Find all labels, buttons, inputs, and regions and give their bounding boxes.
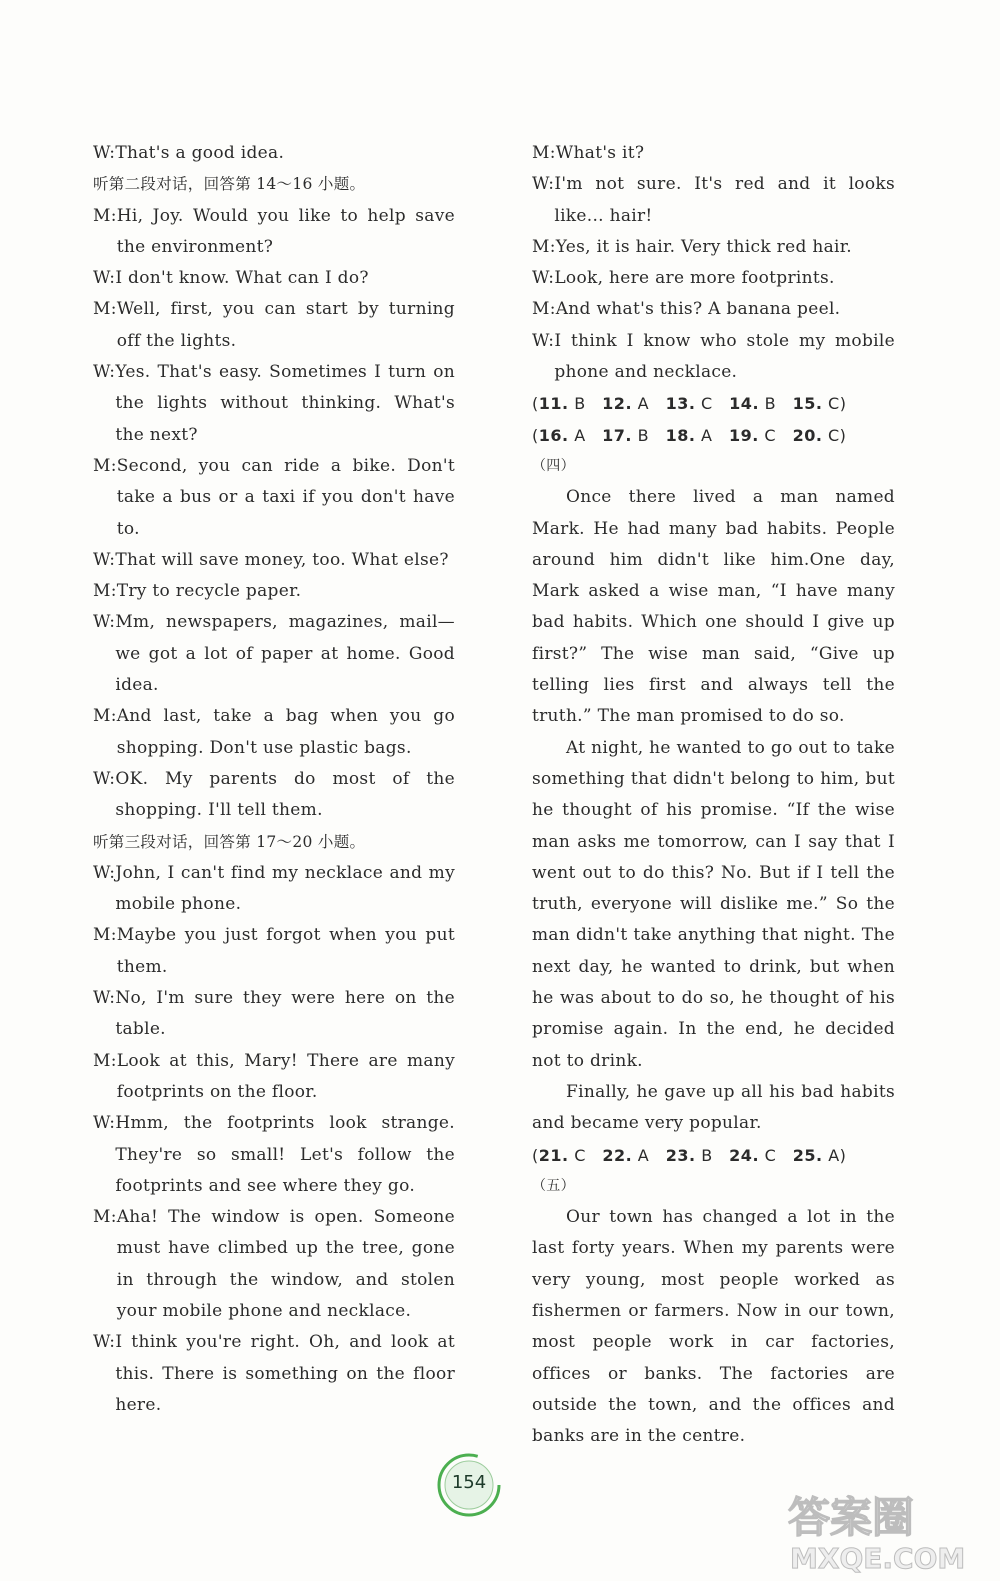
dialogue-line xyxy=(93,1108,455,1202)
speaker: M: xyxy=(93,455,117,476)
utterance: OK. My parents do most of the shopping. I'll tell them. xyxy=(115,768,455,821)
dialogue-line xyxy=(532,326,895,389)
question-number: 13. xyxy=(665,394,696,414)
watermark-text: 答案圈 xyxy=(788,1493,915,1542)
dialogue-line xyxy=(93,607,455,701)
speaker: W: xyxy=(93,143,116,163)
utterance: Well, first, you can start by turning off the lights. xyxy=(116,299,455,351)
speaker: W: xyxy=(93,988,116,1009)
question-number: 16. xyxy=(538,425,569,445)
answer-key: (21. C 22. A 23. B 24. C 25. A) xyxy=(532,1145,847,1165)
dialogue-line xyxy=(532,263,895,294)
answer-letter: B xyxy=(701,1145,713,1165)
section-label: （五） xyxy=(532,1177,575,1194)
speaker: M: xyxy=(93,1050,117,1071)
paragraph: At night, he wanted to go out to take something that didn't belong to him, but he thought of his promise. “If the wise man asks me tomorrow, can I say that I went out to do this? No. But if I tell the truth, everyone will dislike me.” So the man didn't take anything that night. The next day, he wanted to drink, but when he was about to do so, he thought of his promise again. In the end, he decided not to drink. xyxy=(532,737,895,1071)
answer-key: (11. B 12. A 13. C 14. B 15. C) xyxy=(532,394,847,414)
utterance: Mm, newspapers, magazines, mail—we got a lot of paper at home. Good idea. xyxy=(115,612,455,696)
dialogue-line xyxy=(532,138,895,169)
dialogue-2 xyxy=(93,201,455,827)
speaker: W: xyxy=(532,174,555,195)
utterance: Look, here are more footprints. xyxy=(554,268,835,289)
utterance: Aha! The window is open. Someone must have climbed up the tree, gone in through the window, and stolen your mobile phone and necklace. xyxy=(116,1207,455,1321)
answer-letter: B xyxy=(637,425,650,445)
answer-letter: A xyxy=(828,1145,840,1165)
utterance: Hi, Joy. Would you like to help save the environment? xyxy=(116,205,455,257)
utterance: And what's this? A banana peel. xyxy=(555,299,841,320)
dialogue-line xyxy=(93,858,455,921)
dialogue-line xyxy=(93,357,455,451)
dialogue-line xyxy=(532,294,895,325)
answer-letter: C xyxy=(701,394,713,414)
dialogue-line xyxy=(532,169,895,232)
question-number: 23. xyxy=(665,1145,696,1165)
answer-letter: A xyxy=(574,425,586,445)
answer-letter: B xyxy=(764,394,777,414)
speaker: W: xyxy=(93,1113,116,1134)
paragraph: Finally, he gave up all his bad habits and became very popular. xyxy=(532,1081,895,1134)
question-number: 17. xyxy=(602,425,632,445)
answer-letter: B xyxy=(574,394,586,414)
question-number: 14. xyxy=(729,394,760,414)
utterance: Look at this, Mary! There are many footprints on the floor. xyxy=(116,1050,455,1102)
left-column xyxy=(93,138,455,1421)
dialogue-line xyxy=(93,764,455,827)
dialogue-3 xyxy=(93,858,455,1421)
section-heading: 听第三段对话，回答第 17～20 小题。 xyxy=(93,832,366,851)
utterance: Yes, it is hair. Very thick red hair. xyxy=(555,236,853,257)
question-number: 21. xyxy=(538,1145,569,1165)
dialogue-line xyxy=(93,1202,455,1327)
dialogue-line xyxy=(93,983,455,1046)
dialogue-line xyxy=(93,201,455,264)
answer-letter: A xyxy=(701,425,713,445)
question-number: 25. xyxy=(792,1145,823,1165)
watermark-domain: MXQE.COM xyxy=(790,1542,966,1575)
dialogue-line xyxy=(93,263,455,294)
speaker: W: xyxy=(93,362,116,383)
speaker: M: xyxy=(93,205,117,226)
dialogue-line xyxy=(93,294,455,357)
utterance: I don't know. What can I do? xyxy=(115,268,369,289)
dialogue-line xyxy=(93,545,455,576)
answer-letter: A xyxy=(637,1145,650,1165)
dialogue-line xyxy=(93,701,455,764)
question-number: 18. xyxy=(665,425,696,445)
speaker: W: xyxy=(93,862,116,883)
speaker: M: xyxy=(93,581,117,602)
dialogue-3-continued xyxy=(532,138,895,388)
page-number: 154 xyxy=(451,1472,487,1493)
speaker: M: xyxy=(93,925,117,946)
section-label: （四） xyxy=(532,457,575,474)
speaker: W: xyxy=(93,768,116,789)
speaker: W: xyxy=(93,549,116,570)
speaker: W: xyxy=(93,268,116,289)
section-heading: 听第二段对话，回答第 14～16 小题。 xyxy=(93,175,366,194)
utterance: Second, you can ride a bike. Don't take a bus or a taxi if you don't have to. xyxy=(116,455,455,539)
utterance: Maybe you just forgot when you put them. xyxy=(116,925,455,977)
watermark-logo xyxy=(780,1480,990,1575)
utterance: That will save money, too. What else? xyxy=(115,549,449,570)
question-number: 11. xyxy=(538,394,569,414)
question-number: 24. xyxy=(729,1145,760,1165)
passage-5 xyxy=(532,1202,895,1452)
utterance: Try to recycle paper. xyxy=(116,581,302,602)
page-number-badge xyxy=(434,1450,504,1520)
dialogue-line xyxy=(532,232,895,263)
dialogue-line xyxy=(93,576,455,607)
utterance: And last, take a bag when you go shopping. Don't use plastic bags. xyxy=(116,706,455,758)
question-number: 20. xyxy=(792,425,823,445)
dialogue-line xyxy=(93,920,455,983)
utterance: Yes. That's easy. Sometimes I turn on the lights without thinking. What's the next? xyxy=(115,362,455,445)
passage-4 xyxy=(532,482,895,1139)
question-number: 19. xyxy=(728,425,759,445)
dialogue-line xyxy=(93,451,455,545)
utterance: That's a good idea. xyxy=(115,143,285,163)
question-number: 15. xyxy=(792,394,823,414)
speaker: M: xyxy=(93,1207,117,1228)
right-column xyxy=(532,138,895,1452)
speaker: W: xyxy=(93,612,116,633)
paragraph: Our town has changed a lot in the last forty years. When my parents were very young, most people worked as fishermen or farmers. Now in our town, most people work in car factories, offices or banks. The factories are outside the town, and the offices and banks are in the centre. xyxy=(532,1207,895,1447)
utterance: I'm not sure. It's red and it looks like... hair! xyxy=(554,174,895,226)
speaker: M: xyxy=(532,236,556,257)
paragraph: Once there lived a man named Mark. He had many bad habits. People around him didn't like him.One day, Mark asked a wise man, “I have many bad habits. Which one should I give up first?” The wise man said, “Give up telling lies first and always tell the truth.” The man promised to do so. xyxy=(532,487,895,727)
utterance: What's it? xyxy=(555,143,645,163)
answer-letter: C xyxy=(764,425,777,445)
speaker: M: xyxy=(93,299,117,320)
utterance: Hmm, the footprints look strange. They're so small! Let's follow the footprints and see where they go. xyxy=(115,1113,455,1196)
utterance: John, I can't find my necklace and my mobile phone. xyxy=(115,862,455,915)
speaker: W: xyxy=(532,268,555,289)
speaker: W: xyxy=(532,330,555,351)
speaker: M: xyxy=(93,706,117,727)
question-number: 22. xyxy=(602,1145,633,1165)
answer-key: (16. A 17. B 18. A 19. C 20. C) xyxy=(532,425,847,445)
utterance: No, I'm sure they were here on the table. xyxy=(115,988,455,1040)
answer-letter: C xyxy=(764,1145,777,1165)
answer-letter: C xyxy=(574,1145,586,1165)
speaker: M: xyxy=(532,143,556,163)
question-number: 12. xyxy=(602,394,633,414)
answer-letter: C xyxy=(828,425,840,445)
speaker: W: xyxy=(93,1332,116,1353)
dialogue-line xyxy=(93,138,455,169)
utterance: I think I know who stole my mobile phone and necklace. xyxy=(554,330,895,383)
answer-letter: A xyxy=(637,394,650,414)
dialogue-line xyxy=(93,1046,455,1109)
dialogue-line xyxy=(93,1327,455,1421)
answer-letter: C xyxy=(828,394,840,414)
speaker: M: xyxy=(532,299,556,320)
utterance: I think you're right. Oh, and look at this. There is something on the floor here. xyxy=(115,1332,455,1415)
